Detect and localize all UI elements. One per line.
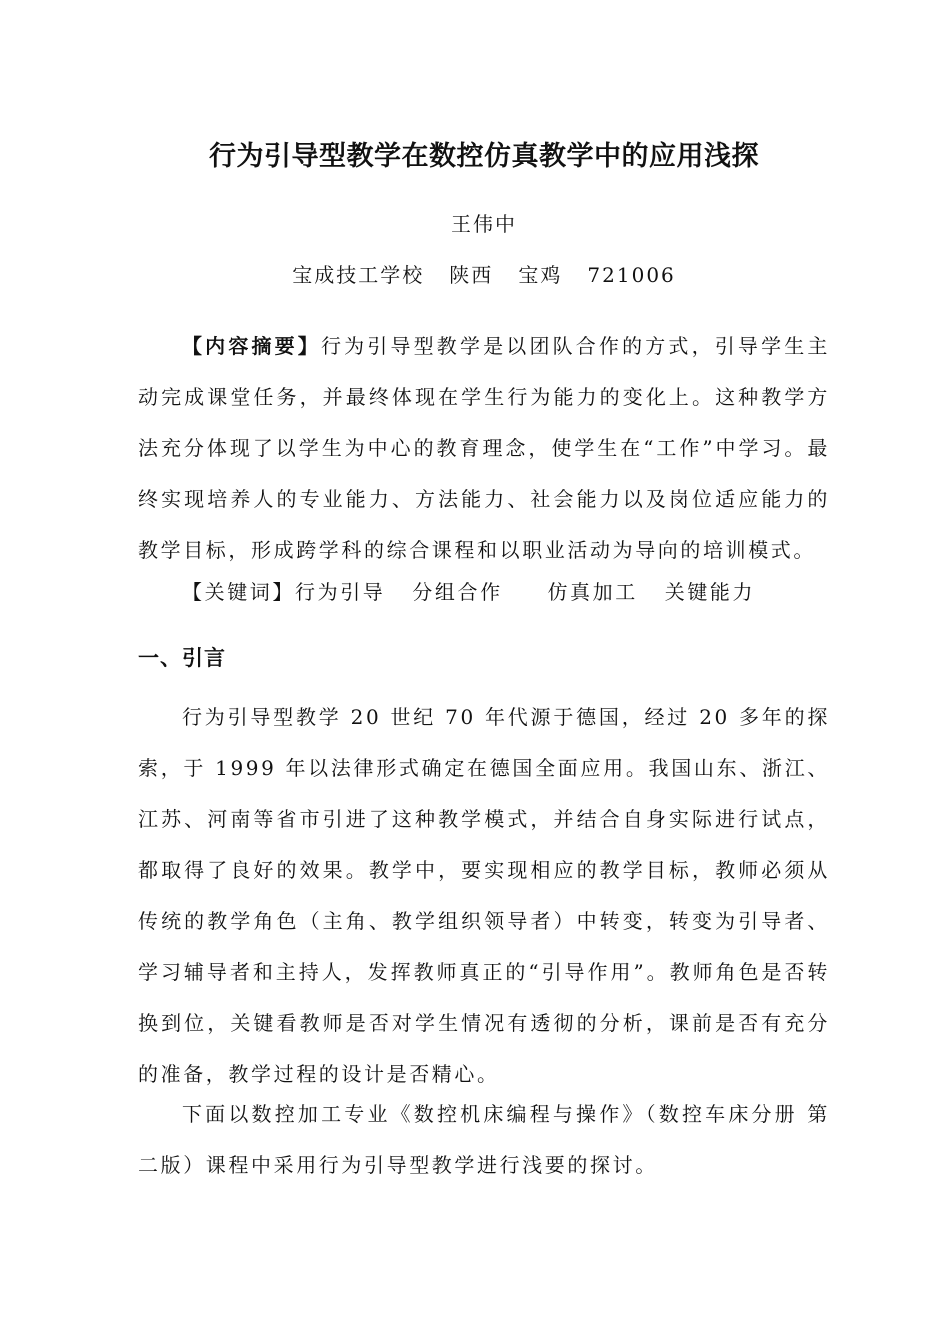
author-name: 王伟中 xyxy=(451,212,517,236)
author-affiliation: 宝成技工学校 陕西 宝鸡 721006 xyxy=(292,263,676,287)
abstract-label: 【内容摘要】 xyxy=(182,334,321,358)
keywords-text: 行为引导 分组合作 仿真加工 关键能力 xyxy=(295,580,756,604)
abstract-paragraph xyxy=(138,321,830,576)
abstract-text: 行为引导型教学是以团队合作的方式，引导学生主动完成课堂任务，并最终体现在学生行为能力的变化上。这种教学方法充分体现了以学生为中心的教育理念，使学生在“工作”中学习。最终实现培养人的专业能力、方法能力、社会能力以及岗位适应能力的教学目标，形成跨学科的综合课程和以职业活动为导向的培训模式。 xyxy=(138,334,830,562)
page-title: 行为引导型教学在数控仿真教学中的应用浅探 xyxy=(209,141,759,172)
keywords-paragraph xyxy=(138,567,830,618)
intro-paragraph-2: 下面以数控加工专业《数控机床编程与操作》（数控车床分册 第二版）课程中采用行为引导型教学进行浅要的探讨。 xyxy=(138,1102,830,1177)
intro-paragraph-1: 行为引导型教学 20 世纪 70 年代源于德国，经过 20 多年的探索，于 1999 年以法律形式确定在德国全面应用。我国山东、浙江、江苏、河南等省市引进了这种教学模式，并结合自身实际进行试点，都取得了良好的效果。教学中，要实现相应的教学目标，教师必须从传统的教学角色（主角、教学组织领导者）中转变，转变为引导者、学习辅导者和主持人，发挥教师真正的“引导作用”。教师角色是否转换到位，关键看教师是否对学生情况有透彻的分析，课前是否有充分的准备，教学过程的设计是否精心。 xyxy=(138,705,830,1086)
keywords-label: 【关键词】 xyxy=(182,580,295,604)
section-heading-introduction: 一、引言 xyxy=(138,646,226,670)
